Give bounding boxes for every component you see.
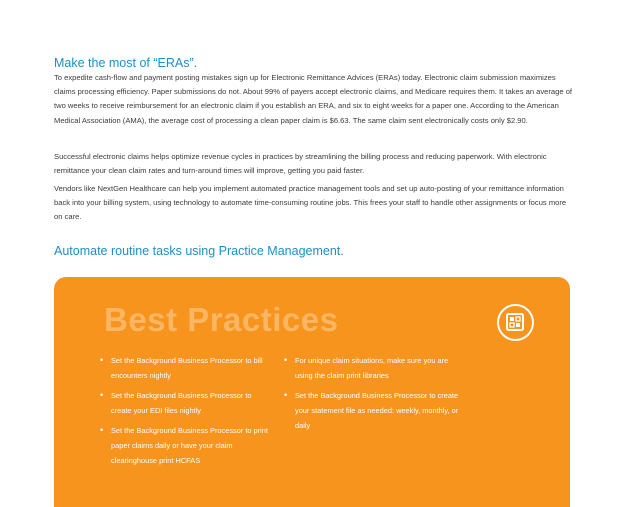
list-item	[100, 353, 270, 383]
bullet-icon: •	[284, 390, 288, 400]
era-paragraph-2: Successful electronic claims helps optimize revenue cycles in practices by streamlining the billing process and reducing paperwork. With electronic remittance your clean claim rates and turn-around times will improve, getting you paid faster.	[54, 152, 547, 176]
best-practices-panel	[54, 277, 570, 507]
bullet-icon: •	[284, 355, 288, 365]
automate-heading: Automate routine tasks using Practice Management.	[54, 244, 344, 258]
list-item	[100, 388, 270, 418]
list-item	[284, 353, 459, 383]
list-item	[100, 423, 270, 468]
list-item	[284, 388, 459, 433]
list-item-text: Set the Background Business Processor to print paper claims daily or have your claim clearinghouse print HCFAS	[111, 426, 268, 465]
best-practices-right-list	[284, 353, 459, 438]
bullet-icon: •	[100, 390, 104, 400]
bullet-icon: •	[100, 425, 104, 435]
best-practices-left-list	[100, 353, 270, 473]
era-paragraph-3: Vendors like NextGen Healthcare can help you implement automated practice management tools and set up auto-posting of your remittance information back into your billing system, using technology to automate time-consuming routine jobs. This frees your staff to handle other assignments or focus more on care.	[54, 184, 567, 222]
era-heading: Make the most of “ERAs”.	[54, 56, 198, 70]
best-practices-title: Best Practices	[104, 301, 339, 338]
list-item-text: Set the Background Business Processor to create your statement file as needed: weekly, monthly, or daily	[295, 391, 459, 430]
list-item-text: Set the Background Business Processor to create your EDI files nightly	[111, 391, 252, 415]
era-paragraph-1: To expedite cash-flow and payment posting mistakes sign up for Electronic Remittance Advices (ERAs) today. Electronic claim submission maximizes claims processing efficiency. Paper submissions do not. About 99% of payers accept electronic claims, and Medicare requires them. It takes an average of two weeks to receive reimbursement for an electronic claim if you establish an ERA, and six to eight weeks for a paper one. According to the American Medical Association (AMA), the average cost of processing a clean paper claim is $6.63. The same claim sent electronically costs only $2.90.	[54, 73, 573, 125]
bullet-icon: •	[100, 355, 104, 365]
practice-management-icon	[497, 304, 534, 341]
list-item-text: Set the Background Business Processor to bill encounters nightly	[111, 356, 263, 380]
list-item-text: For unique claim situations, make sure you are using the claim print libraries	[295, 356, 449, 380]
